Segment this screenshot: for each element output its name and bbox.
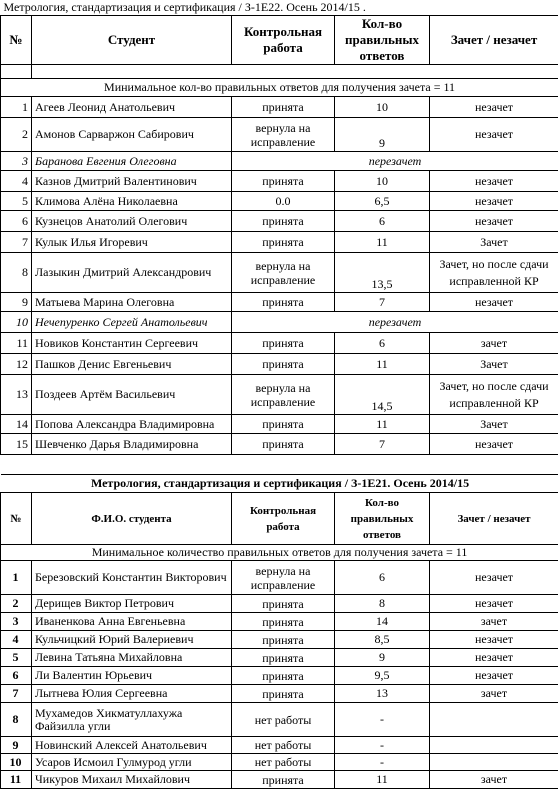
student-name: Чикуров Михаил Михайлович — [32, 771, 232, 789]
correct-count: 11 — [335, 232, 430, 253]
table-row — [1, 415, 558, 434]
table-row — [1, 649, 558, 667]
student-name: Матыева Марина Олеговна — [32, 293, 232, 312]
student-name: Лытнева Юлия Сергеевна — [32, 685, 232, 703]
result: незачет — [430, 118, 558, 152]
correct-count: 7 — [335, 293, 430, 312]
student-name: Иваненкова Анна Евгеньевна — [32, 613, 232, 631]
table-row — [1, 737, 558, 754]
row-number: 10 — [1, 754, 32, 771]
table-title: Метрология, стандартизация и сертификация / З-1Е22. Осень 2014/15 . — [1, 0, 558, 16]
student-name: Кулык Илья Игоревич — [32, 232, 232, 253]
row-number: 1 — [1, 561, 32, 595]
student-name: Березовский Константин Викторович — [32, 561, 232, 595]
result — [430, 737, 558, 754]
grades-table-group-2 — [0, 474, 558, 789]
row-number: 3 — [1, 613, 32, 631]
result: Зачет, но после сдачи исправленной КР — [430, 375, 558, 415]
row-number: 9 — [1, 737, 32, 754]
test-status: принята — [232, 434, 335, 455]
test-status: 0.0 — [232, 192, 335, 211]
table-row — [1, 354, 558, 375]
test-status: вернула на исправление — [232, 253, 335, 293]
test-status: принята — [232, 771, 335, 789]
table-row — [1, 561, 558, 595]
table-row — [1, 771, 558, 789]
row-number: 4 — [1, 171, 32, 192]
test-status: принята — [232, 667, 335, 685]
header-result: Зачет / незачет — [430, 493, 558, 545]
result: незачет — [430, 595, 558, 613]
table-title-row — [1, 475, 558, 493]
test-status: принята — [232, 415, 335, 434]
result: Зачет — [430, 354, 558, 375]
student-name: Левина Татьяна Михайловна — [32, 649, 232, 667]
table-row — [1, 152, 558, 171]
table-row — [1, 754, 558, 771]
min-note-row — [1, 545, 558, 561]
row-number: 4 — [1, 631, 32, 649]
correct-count: 6 — [335, 211, 430, 232]
result: незачет — [430, 97, 558, 118]
correct-count: 6 — [335, 561, 430, 595]
table-row — [1, 293, 558, 312]
table-row — [1, 667, 558, 685]
correct-count: 6,5 — [335, 192, 430, 211]
transfer-credit: перезачет — [232, 312, 558, 333]
test-status: принята — [232, 97, 335, 118]
result: незачет — [430, 211, 558, 232]
test-status: вернула на исправление — [232, 118, 335, 152]
table-row — [1, 253, 558, 293]
result — [430, 703, 558, 737]
test-status: принята — [232, 171, 335, 192]
student-name: Кульчицкий Юрий Валериевич — [32, 631, 232, 649]
table-row — [1, 171, 558, 192]
student-name: Новиков Константин Сергеевич — [32, 333, 232, 354]
student-name: Казнов Дмитрий Валентинович — [32, 171, 232, 192]
row-number: 15 — [1, 434, 32, 455]
row-number: 7 — [1, 232, 32, 253]
test-status: принята — [232, 595, 335, 613]
table-row — [1, 375, 558, 415]
student-name: Пашков Денис Евгеньевич — [32, 354, 232, 375]
correct-count: 11 — [335, 771, 430, 789]
correct-count: 13 — [335, 685, 430, 703]
header-student: Студент — [32, 16, 232, 65]
test-status: принята — [232, 613, 335, 631]
row-number: 2 — [1, 118, 32, 152]
row-number: 11 — [1, 771, 32, 789]
result: незачет — [430, 192, 558, 211]
correct-count: 14 — [335, 613, 430, 631]
table-row — [1, 685, 558, 703]
student-name: Ли Валентин Юрьевич — [32, 667, 232, 685]
min-note: Минимальное количество правильных ответов для получения зачета = 11 — [1, 545, 558, 561]
correct-count: 9,5 — [335, 667, 430, 685]
test-status: принята — [232, 211, 335, 232]
row-number: 12 — [1, 354, 32, 375]
student-name: Попова Александра Владимировна — [32, 415, 232, 434]
result: зачет — [430, 613, 558, 631]
result: незачет — [430, 293, 558, 312]
result: зачет — [430, 685, 558, 703]
header-correct-answers: Кол-во правильных ответов — [335, 16, 430, 65]
correct-count: 7 — [335, 434, 430, 455]
test-status: принята — [232, 293, 335, 312]
correct-count: 9 — [335, 118, 430, 152]
row-number: 5 — [1, 649, 32, 667]
result: зачет — [430, 333, 558, 354]
result: Зачет — [430, 415, 558, 434]
header-number: № — [1, 493, 32, 545]
test-status: принята — [232, 333, 335, 354]
header-test: Контрольная работа — [232, 493, 335, 545]
correct-count: 11 — [335, 415, 430, 434]
correct-count: - — [335, 754, 430, 771]
correct-count: 14,5 — [335, 375, 430, 415]
student-name: Нечепуренко Сергей Анатольевич — [32, 312, 232, 333]
result: незачет — [430, 561, 558, 595]
header-number: № — [1, 16, 32, 65]
student-name: Агеев Леонид Анатольевич — [32, 97, 232, 118]
correct-count: 11 — [335, 354, 430, 375]
table-row — [1, 192, 558, 211]
table-row — [1, 703, 558, 737]
correct-count: 13,5 — [335, 253, 430, 293]
row-number: 6 — [1, 667, 32, 685]
table-row — [1, 232, 558, 253]
table-row — [1, 613, 558, 631]
correct-count: 10 — [335, 171, 430, 192]
spacer-row — [1, 65, 558, 79]
row-number: 2 — [1, 595, 32, 613]
row-number: 1 — [1, 97, 32, 118]
result: незачет — [430, 667, 558, 685]
row-number: 9 — [1, 293, 32, 312]
correct-count: - — [335, 737, 430, 754]
table-row — [1, 631, 558, 649]
test-status: нет работы — [232, 737, 335, 754]
table-row — [1, 434, 558, 455]
result: зачет — [430, 771, 558, 789]
header-row — [1, 16, 558, 65]
correct-count: 8 — [335, 595, 430, 613]
result: Зачет — [430, 232, 558, 253]
student-name: Усаров Исмоил Гулмурод угли — [32, 754, 232, 771]
row-number: 6 — [1, 211, 32, 232]
table-title-row — [1, 0, 558, 16]
test-status: принята — [232, 631, 335, 649]
correct-count: 10 — [335, 97, 430, 118]
student-name: Кузнецов Анатолий Олегович — [32, 211, 232, 232]
correct-count: 9 — [335, 649, 430, 667]
table-title: Метрология, стандартизация и сертификация / З-1Е21. Осень 2014/15 — [1, 475, 558, 493]
result: незачет — [430, 649, 558, 667]
header-student: Ф.И.О. студента — [32, 493, 232, 545]
table-row — [1, 211, 558, 232]
student-name: Мухамедов Хикматуллахужа Файзилла угли — [32, 703, 232, 737]
student-name: Дерищев Виктор Петрович — [32, 595, 232, 613]
min-note: Минимальное кол-во правильных ответов для получения зачета = 11 — [1, 79, 558, 97]
row-number: 5 — [1, 192, 32, 211]
result: незачет — [430, 434, 558, 455]
row-number: 7 — [1, 685, 32, 703]
correct-count: - — [335, 703, 430, 737]
student-name: Климова Алёна Николаевна — [32, 192, 232, 211]
header-result: Зачет / незачет — [430, 16, 558, 65]
row-number: 3 — [1, 152, 32, 171]
test-status: нет работы — [232, 754, 335, 771]
student-name: Амонов Сарваржон Сабирович — [32, 118, 232, 152]
result: незачет — [430, 171, 558, 192]
table-row — [1, 312, 558, 333]
test-status: вернула на исправление — [232, 375, 335, 415]
header-correct-answers: Кол-во правильных ответов — [335, 493, 430, 545]
header-test: Контрольная работа — [232, 16, 335, 65]
row-number: 14 — [1, 415, 32, 434]
row-number: 8 — [1, 253, 32, 293]
result — [430, 754, 558, 771]
row-number: 11 — [1, 333, 32, 354]
row-number: 10 — [1, 312, 32, 333]
correct-count: 6 — [335, 333, 430, 354]
table-row — [1, 595, 558, 613]
table-row — [1, 97, 558, 118]
test-status: принята — [232, 649, 335, 667]
student-name: Шевченко Дарья Владимировна — [32, 434, 232, 455]
transfer-credit: перезачет — [232, 152, 558, 171]
correct-count: 8,5 — [335, 631, 430, 649]
header-row — [1, 493, 558, 545]
test-status: принята — [232, 354, 335, 375]
student-name: Поздеев Артём Васильевич — [32, 375, 232, 415]
row-number: 8 — [1, 703, 32, 737]
student-name: Лазыкин Дмитрий Александрович — [32, 253, 232, 293]
student-name: Новинский Алексей Анатольевич — [32, 737, 232, 754]
table-row — [1, 118, 558, 152]
test-status: вернула на исправление — [232, 561, 335, 595]
min-note-row — [1, 79, 558, 97]
row-number: 13 — [1, 375, 32, 415]
test-status: принята — [232, 685, 335, 703]
table-row — [1, 333, 558, 354]
test-status: принята — [232, 232, 335, 253]
test-status: нет работы — [232, 703, 335, 737]
student-name: Баранова Евгения Олеговна — [32, 152, 232, 171]
result: незачет — [430, 631, 558, 649]
result: Зачет, но после сдачи исправленной КР — [430, 253, 558, 293]
